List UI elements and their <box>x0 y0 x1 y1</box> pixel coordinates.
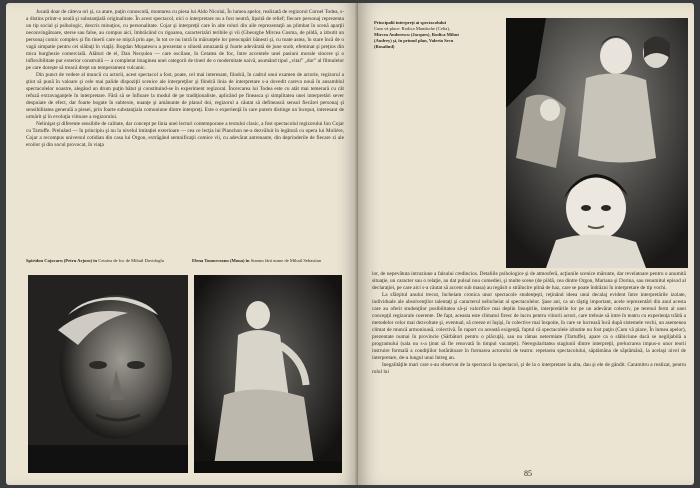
left-paragraph-1: Jucată doar de câteva ori şi, ca atare, puţin cunoscută, montarea cu piesa lui Aldo Nicolai, În lumea apelor, realizată de regizorul Cornel Todea, s-a distins printr-o nealâ şi substanţială originalitate. În acest spectacol, nici o interpretare nu a fost neutră, lipsită de relief; fiecare personaj reprezenta un tip social şi psihologic, descris minuţios, cu personalitate. Cojar şi interpreţii care în alte roluri din aile reprezentaţii au plimbat în scenă aparţii neconvingătoare, sterse sau false, au compus aici, îmbrăcând cu rigoarea, caracterizări teribile şi vii (Gheorghe Mircea Cosma, de pildă, a izbutit un personaj comic complex şi fin tinerii care se mişcă prin ape, în tot ce nu intră în mărunţele lor preocupări bănesti şi, cu toate astea, în stare încă de o vagă simpatie pentru cei slăbuţi în viaţă). Bogdan Mușatescu a prezentat o siluetă amuzantă şi foarte adevărată de june snob, efeminat şi preţios din mica burghezie comercială. Alături de el, Dan Necșulea — care oscilase, în Cetatea de foc, între accentele unei pasiuni morale sincere şi o inflexibilitate pur exterior construită — a completat imaginea unei categorii de tineri de o modernitate naivă, asumând tipul „vital” „dur” al filmulelor pe care doreşte să treacă drept un temperament vulcanic. <box>26 9 344 71</box>
left-paragraph-2: Din punct de vedere al muncii cu actorii, acest spectacol a fost, poate, cel mai interesant, fiindcă, în cadrul unui examen de actorie, regizorul a ştiut să pună în valoare şi cele mai palide dispoziţii scenice ale interpreţilor şi fiindcă linia de interpretare s-a dovedit careva nouă în ansamblul spectacolelor noastre, alegând un drum puţin bătut şi constituind-se în experiment regizoral. Încercarea lui Todea este cu atât mai temerară cu cât refuză extravaganţele în interpretare. Fără să se înfioare la modul de pe tradiţionaliste, aplicând pe fineasca şi simplitatea unei interpretări sever despuiate de efect, dar foarte bogate în subtexte, nuanţe şi amănunte de planul doi, regizorul a căutat să definească sensul fiecărei personaj şi sensibilitatea generală a piesei, prin foarte substanţiala comuniune dintre interpreţi. Este o experienţă în care putem distinge un început, interesant de urmărit şi în evoluţia viitoare a regizorului. <box>26 72 344 120</box>
left-paragraph-3: Nelinişat şi diferente sensibile de calitate, dar concept pe linia unei lecturi contemporane a textului clasic, a fost spectacolul regizorului Ion Cojar cu Tartuffe. Preluând — în principiu şi nu la nivelul imitaţiei exterioare — cea ce lecţia lui Planchon ne-a dezvăluit în legătură cu opera lui Molière, Cojar a recompus universul cotidian din casa lui Orgon, extrăgând semnificaţii comice vii, cu adevărat antrenante, din deprinderile de fiecare zi ale eroilor şi din socul provocat, în viaţa <box>26 121 344 148</box>
caption-tomorceanu <box>192 258 342 264</box>
caption-cojocaru-rest: Cetatea de foc de Mihail Davidoglu <box>98 258 164 263</box>
caption-line-4: (Audrey) şi, în primul plan, Valeria Secu <box>374 38 454 43</box>
caption-tomorceanu-name: Elena Tomorceanu (Mona) în <box>192 258 250 263</box>
photo-cojocaru-portrait <box>28 275 188 473</box>
right-text-column <box>372 271 686 376</box>
left-page <box>6 3 358 485</box>
caption-line-5: (Rosalind) <box>374 44 395 49</box>
caption-title: Principalii interpreţi ai spectacolului <box>374 20 447 25</box>
caption-cum-va-place <box>374 20 502 50</box>
right-paragraph-3: Inegalităţile mari care s-au observat de la spectacol la spectacol, şi de la o interpretare la alta, dau şi ele de gândit. Caramitru a realizat, pentru rolul lui <box>372 362 686 375</box>
right-page <box>358 3 694 485</box>
right-paragraph-1: lor, de nepevătuta intruziune a falsului credincios. Detaliile psihologice şi de atmosferă, acţiunile scenice mărunte, dar revelatoare pentru o anumită situaţie, un caracter sau o relaţie, au dat pulsul nou comediei, şi multe scene (de pildă, cea dintre Orgon, Mariana şi Dorina, sau renumitul episod al declaraţiei, pe care aici s-a căutat să accent sub masa) au regăsit o strălucire plină de haz, care se poate îndrăzni în interpretare de tip vochi. <box>372 271 686 291</box>
caption-cojocaru-name: Spiridon Cojocaru (Petru Arjoro) în <box>26 258 98 263</box>
book-spread <box>6 3 694 485</box>
caption-line-3: Mircea Anderescu (Jacques), Rodica Mihut <box>374 32 459 37</box>
right-paragraph-2: La sfârşitul anului trecut, încheiam cronica unor spectacole studenţeşti, reţinând ideea unui decalaj evident între interpretările izolate, individuale ale absolvenţilor talentaţi şi caracterul neîncheiat al spectacolelor. Şase ani, ca un râştig important, acele reprezentări din anul acesta care au oferit studenţilor posibilitatea să-şi valorifice mai deplin însuşirile, interpretările lor pe un adevărat colectiv, pe terenul ferm al unei concepţii regizorale coerente. De fapt, aceasta este climatul firesc de lucru pentru viitorii actori, care trebuie să intre în teatru cu experienţa trăită a metodelor celor mai dezvoltate şi, eventual, să creeze ei înşişi, în colective mai înspoite, în care se lucrează încă după sistemele vechi, un asemenea climat de muncă armonioasă, colectivă. În raport cu această exigenţă, faptul că spectacolele izbutite nu fost puţin (Cum vă place, În lumea apelor), prezentate numai în provincie (Sărbători pentru o plăcuţă), sau nu rămas netermiate (Tartuffe), apare ca o slăbiciune dacă se neglijabilă a programului (sala nu s-a ţinut să fie renovată în timpul vacanţei). Neregularitatea stagiunii dintre interpreţii, prelucrarea impus-o unor teorii instruire formală a condiţiilor hotărâtoare în formarea actorului de teatru: repetarea spectacolului, săptămâna de săptămână, la acelaşi nivel de interpretare, de-a lungul unui întreg an. <box>372 292 686 361</box>
photo-cum-va-place <box>506 18 688 268</box>
photo-tomorceanu-stage <box>194 275 342 473</box>
caption-cojocaru <box>26 258 186 264</box>
page-number: 85 <box>524 469 532 478</box>
left-text-column <box>26 9 344 149</box>
caption-line-2: Cum vă place: Rodica Mandache (Celia), <box>374 26 451 31</box>
caption-tomorceanu-rest: Stamm fără nume de Mihail Sebastian <box>250 258 321 263</box>
